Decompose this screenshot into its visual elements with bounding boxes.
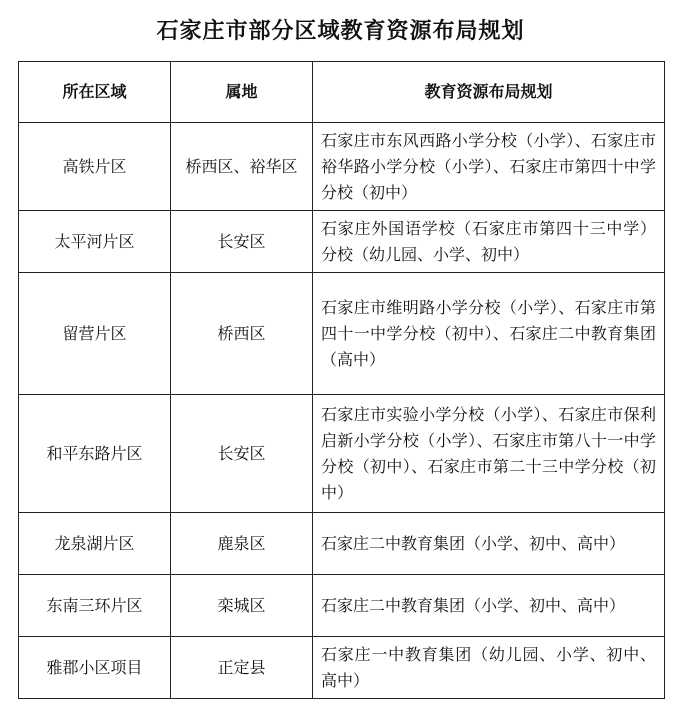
cell-plan: 石家庄一中教育集团（幼儿园、小学、初中、高中） [313, 637, 665, 699]
cell-location: 长安区 [171, 211, 313, 273]
table-row [19, 513, 665, 575]
table-row [19, 637, 665, 699]
cell-plan: 石家庄二中教育集团（小学、初中、高中） [313, 513, 665, 575]
cell-plan: 石家庄市维明路小学分校（小学）、石家庄市第四十一中学分校（初中）、石家庄二中教育集团（高中） [313, 273, 665, 395]
cell-plan: 石家庄二中教育集团（小学、初中、高中） [313, 575, 665, 637]
page-title: 石家庄市部分区域教育资源布局规划 [156, 18, 525, 44]
cell-plan: 石家庄市实验小学分校（小学）、石家庄市保利启新小学分校（小学）、石家庄市第八十一中学分校（初中）、石家庄市第二十三中学分校（初中） [313, 395, 665, 513]
cell-area: 东南三环片区 [19, 575, 171, 637]
cell-area: 和平东路片区 [19, 395, 171, 513]
table-row [19, 575, 665, 637]
cell-location: 长安区 [171, 395, 313, 513]
table-row [19, 273, 665, 395]
cell-location: 栾城区 [171, 575, 313, 637]
cell-area: 高铁片区 [19, 123, 171, 211]
header-location: 属地 [171, 62, 313, 123]
cell-location: 桥西区 [171, 273, 313, 395]
table-row [19, 123, 665, 211]
education-plan-table [18, 61, 665, 699]
header-plan: 教育资源布局规划 [313, 62, 665, 123]
cell-location: 正定县 [171, 637, 313, 699]
table-row [19, 211, 665, 273]
table-header-row [19, 62, 665, 123]
header-area: 所在区域 [19, 62, 171, 123]
cell-area: 雅郡小区项目 [19, 637, 171, 699]
cell-plan: 石家庄外国语学校（石家庄市第四十三中学）分校（幼儿园、小学、初中） [313, 211, 665, 273]
cell-plan: 石家庄市东风西路小学分校（小学）、石家庄市裕华路小学分校（小学）、石家庄市第四十中学分校（初中） [313, 123, 665, 211]
cell-location: 桥西区、裕华区 [171, 123, 313, 211]
cell-area: 留营片区 [19, 273, 171, 395]
cell-area: 太平河片区 [19, 211, 171, 273]
cell-area: 龙泉湖片区 [19, 513, 171, 575]
cell-location: 鹿泉区 [171, 513, 313, 575]
table-row [19, 395, 665, 513]
